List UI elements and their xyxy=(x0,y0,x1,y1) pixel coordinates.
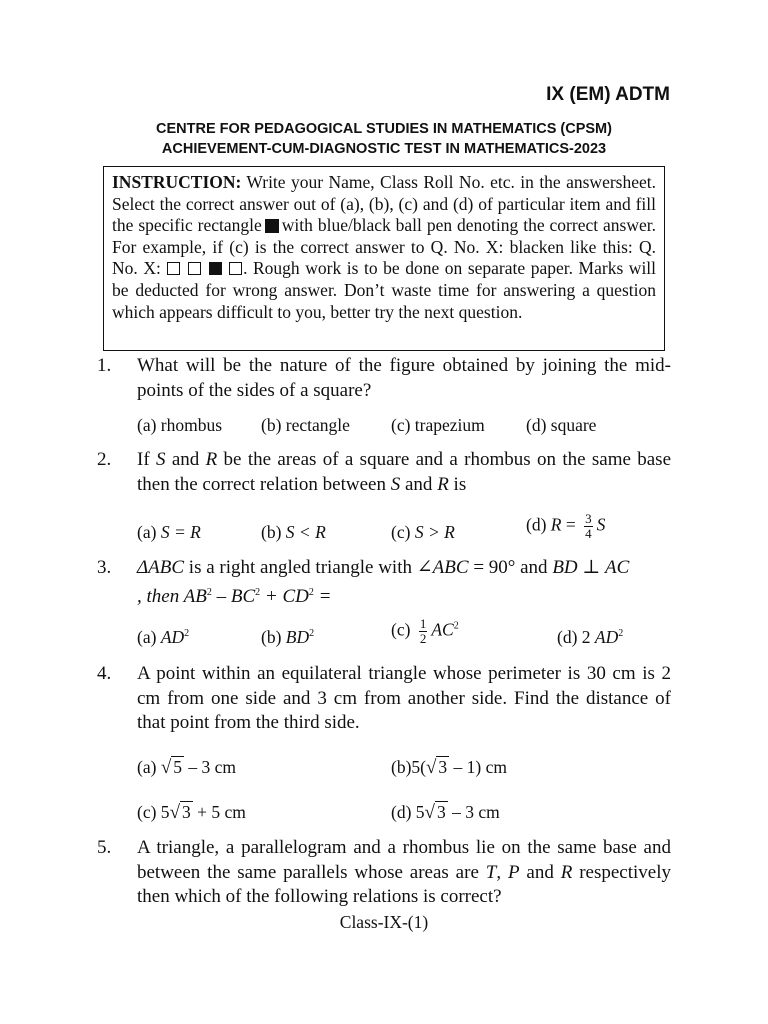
stem-text: respectively then which of the following relations is correct? xyxy=(137,861,672,907)
question-number: 5. xyxy=(97,837,112,858)
option-a: (a) rhombus xyxy=(137,415,223,435)
option-label: (b)5( xyxy=(391,757,426,777)
exponent: 2 xyxy=(206,586,212,598)
fraction xyxy=(584,512,593,541)
stem-text: A triangle, a parallelogram and a rhombus lie on the same base and between the same parallels whose areas are xyxy=(137,837,671,883)
fraction-numerator: 1 xyxy=(419,616,427,631)
stem-text: be the areas of a square and a rhombus on the same base then the correct relation between xyxy=(137,449,672,495)
option-label: (a) xyxy=(137,522,161,542)
variable-p: P xyxy=(507,861,520,883)
variable-s: S xyxy=(156,449,166,470)
option-d xyxy=(557,627,623,648)
option-c xyxy=(137,802,246,824)
option-text: – 3 cm xyxy=(184,757,237,777)
triangle-abc: ΔABC xyxy=(137,557,185,578)
exponent: 2 xyxy=(618,628,624,639)
stem-text: is a right angled triangle with xyxy=(184,557,417,578)
question-stem: What will be the nature of the figure obtained by joining the mid-points of the sides of a square? xyxy=(137,355,671,401)
paper-code: IX (EM) ADTM xyxy=(546,84,670,105)
stem-text: If xyxy=(137,449,156,470)
instruction-box xyxy=(103,166,665,351)
stem-text: and xyxy=(519,861,561,883)
option-expression: AC xyxy=(431,619,454,640)
variable-t: T xyxy=(485,861,497,883)
variable-r: R xyxy=(560,861,573,883)
stem-text: is xyxy=(448,473,467,495)
question-stem xyxy=(137,448,671,497)
option-b: (b) rectangle xyxy=(261,415,350,435)
option-text: – 1) cm xyxy=(449,757,508,777)
fraction-denominator: 4 xyxy=(585,526,592,541)
exponent: 2 xyxy=(453,620,459,632)
option-label: (b) xyxy=(261,522,286,542)
square-root xyxy=(170,802,193,824)
stem-text: – BC xyxy=(211,585,256,607)
exponent: 2 xyxy=(184,628,190,639)
variable-r: R xyxy=(205,449,218,470)
option-label: (c) 5 xyxy=(137,802,170,822)
radicand: 5 xyxy=(173,757,182,777)
question-stem xyxy=(137,556,671,609)
header-title-line-2: ACHIEVEMENT-CUM-DIAGNOSTIC TEST IN MATHEMATICS-2023 xyxy=(161,141,607,157)
equals-sign: = xyxy=(561,514,581,535)
root-sign: √ xyxy=(424,802,435,823)
option-b xyxy=(391,757,507,779)
option-expression: AD xyxy=(160,627,185,647)
segment-bd: BD xyxy=(552,557,578,578)
root-sign: √ xyxy=(425,757,437,778)
option-expression: AD xyxy=(594,627,619,647)
empty-box-icon xyxy=(167,262,180,275)
option-a xyxy=(137,627,189,648)
empty-box-icon xyxy=(188,262,201,275)
radicand: 3 xyxy=(182,802,191,822)
instruction-text-part-3: . Rough work is to be done on separate paper. Marks will be deducted for wrong answer. Don’t waste time for answering a question which appears difficult to you, better try the next question. xyxy=(112,258,657,322)
option-expression: S > R xyxy=(414,522,455,542)
stem-text: = xyxy=(313,585,332,607)
perpendicular-symbol: ⊥ xyxy=(577,557,606,578)
option-a xyxy=(137,757,236,779)
option-d: (d) square xyxy=(526,415,597,435)
option-expression: S < R xyxy=(285,522,326,542)
empty-box-icon xyxy=(229,262,242,275)
question-4 xyxy=(97,662,671,736)
page-footer: Class-IX-(1) xyxy=(339,912,429,932)
root-sign: √ xyxy=(169,802,180,823)
exponent: 2 xyxy=(308,586,314,598)
variable-s: S xyxy=(390,473,401,495)
square-root xyxy=(426,757,449,779)
exponent: 2 xyxy=(309,628,315,639)
option-label: (d) 5 xyxy=(391,802,425,822)
instruction-text-part-2: with blue/black ball pen denoting the correct answer. For example, if (c) is the correct answer to Q. No. X: blacken like this: Q. No. X: xyxy=(112,215,657,279)
option-b xyxy=(261,522,326,543)
option-text: + 5 cm xyxy=(192,802,246,822)
option-b xyxy=(261,627,314,648)
fraction-numerator: 3 xyxy=(585,511,592,526)
segment-ac: AC xyxy=(605,557,630,578)
question-number: 2. xyxy=(97,449,112,470)
variable-r: R xyxy=(550,514,562,535)
exponent: 2 xyxy=(255,586,261,598)
angle-abc: ∠ABC xyxy=(416,557,469,578)
option-c: (c) trapezium xyxy=(391,415,485,435)
option-label: (c) xyxy=(391,522,415,542)
root-sign: √ xyxy=(160,757,172,778)
option-label: (a) xyxy=(137,627,161,647)
option-label: (d) xyxy=(526,514,551,535)
option-label: (d) 2 xyxy=(557,627,595,647)
variable-r: R xyxy=(437,473,449,495)
option-expression: S = R xyxy=(160,522,201,542)
question-stem xyxy=(137,836,671,910)
question-stem: A point within an equilateral triangle whose perimeter is 30 cm is 2 cm from one side and 3 cm from another side. Find the distance of that point from the third side. xyxy=(137,663,671,733)
stem-text: , then AB xyxy=(137,585,207,607)
question-number: 4. xyxy=(97,663,112,684)
stem-text: + CD xyxy=(260,585,309,607)
option-d xyxy=(526,512,605,541)
question-number: 3. xyxy=(97,557,112,578)
option-text: – 3 cm xyxy=(447,802,500,822)
option-expression: BD xyxy=(285,627,310,647)
option-label: (b) xyxy=(261,627,286,647)
question-5 xyxy=(97,836,671,910)
stem-text: = 90° and xyxy=(468,557,553,578)
option-c xyxy=(391,617,459,646)
stem-text: , xyxy=(496,861,508,883)
stem-text: and xyxy=(165,449,206,470)
square-root xyxy=(425,802,448,824)
radicand: 3 xyxy=(436,802,446,822)
variable-s: S xyxy=(596,514,606,535)
square-root xyxy=(161,757,184,779)
fraction-denominator: 2 xyxy=(419,631,427,646)
radicand: 3 xyxy=(438,757,448,777)
header-title-line-1: CENTRE FOR PEDAGOGICAL STUDIES IN MATHEMATICS (CPSM) xyxy=(156,121,612,137)
question-2 xyxy=(97,448,671,497)
option-label: (a) xyxy=(137,757,161,777)
question-1 xyxy=(97,354,671,403)
option-label: (c) xyxy=(391,619,415,640)
filled-box-icon xyxy=(209,262,222,275)
option-a xyxy=(137,522,201,543)
question-3 xyxy=(97,556,671,609)
option-c xyxy=(391,522,455,543)
question-number: 1. xyxy=(97,355,112,376)
fraction xyxy=(419,617,428,646)
instruction-text-part-1: Write your Name, Class Roll No. etc. in the answersheet. Select the correct answer out of (a), (b), (c) and (d) of particular item and fill the specific rectangle xyxy=(112,172,656,236)
stem-text: and xyxy=(400,473,438,495)
option-d xyxy=(391,802,500,824)
instruction-label: INSTRUCTION: xyxy=(112,172,242,192)
filled-rectangle-icon xyxy=(265,219,279,233)
